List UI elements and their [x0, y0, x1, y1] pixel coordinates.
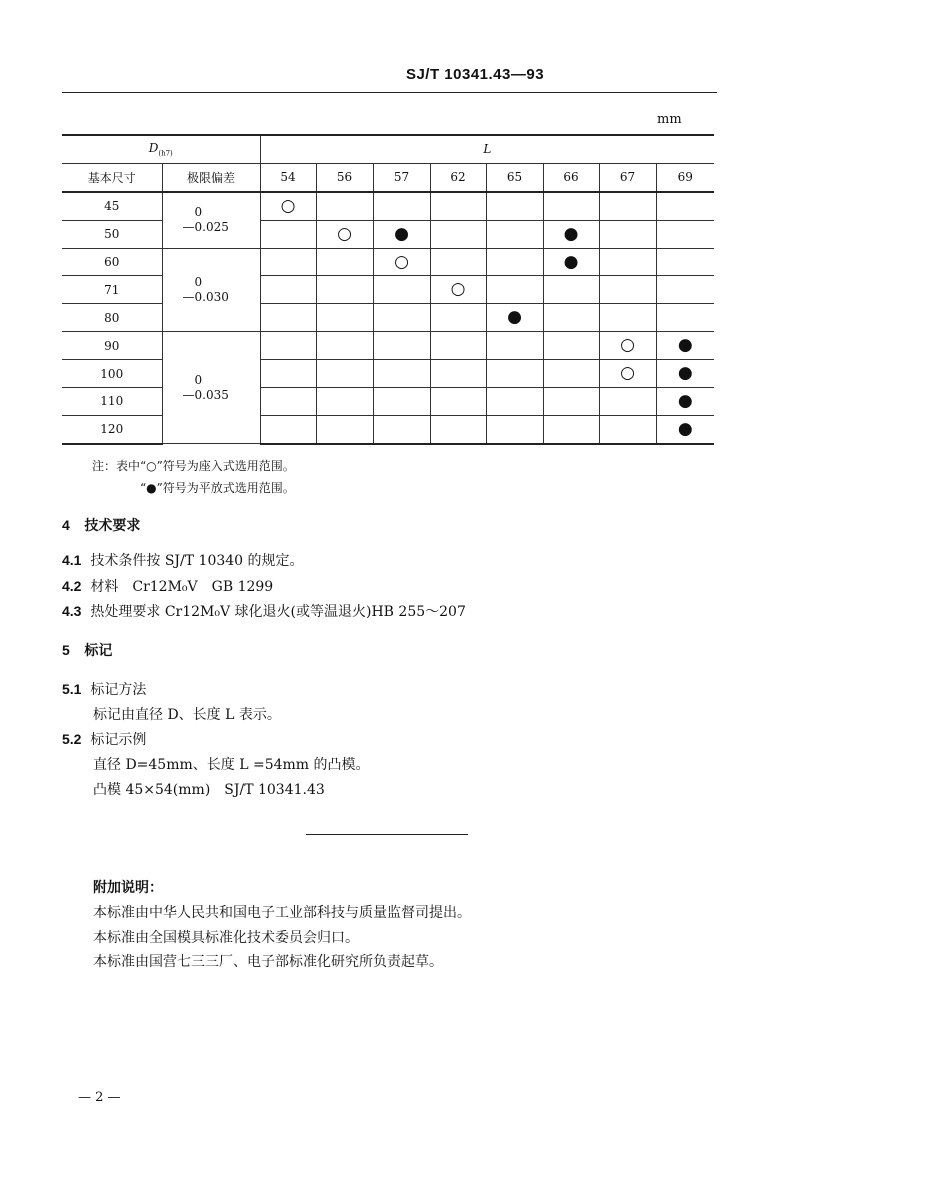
- table-row: [62, 415, 714, 443]
- empty-cell: [260, 388, 316, 416]
- basic-size-cell: 100: [62, 360, 162, 388]
- basic-size-cell: 50: [62, 220, 162, 248]
- l-value: 56: [316, 163, 373, 191]
- empty-cell: [316, 192, 373, 220]
- l-value: 65: [486, 163, 543, 191]
- item-5-2-line2: 凸模 45×54(mm) SJ/T 10341.43: [93, 782, 325, 798]
- empty-cell: [599, 192, 656, 220]
- header-rule: [62, 92, 717, 93]
- empty-cell: [656, 248, 714, 276]
- deviation-upper: 0: [194, 372, 203, 387]
- empty-cell: [599, 415, 656, 443]
- open-circle-mark: ○: [599, 332, 656, 360]
- table-subheader-row: [62, 163, 714, 191]
- item-5-2-line1: 直径 D=45mm、长度 L =54mm 的凸模。: [93, 757, 370, 773]
- empty-cell: [373, 332, 430, 360]
- filled-circle-mark: ●: [486, 304, 543, 332]
- empty-cell: [260, 276, 316, 304]
- empty-cell: [599, 276, 656, 304]
- item-4-3: 4.3 热处理要求 Cr12M₀V 球化退火(或等温退火)HB 255～207: [62, 603, 466, 620]
- empty-cell: [543, 332, 599, 360]
- empty-cell: [430, 248, 486, 276]
- deviation-cell: [162, 332, 260, 444]
- filled-circle-mark: ●: [656, 388, 714, 416]
- empty-cell: [599, 388, 656, 416]
- l-value: 66: [543, 163, 599, 191]
- empty-cell: [373, 276, 430, 304]
- table-row: [62, 192, 714, 220]
- empty-cell: [430, 220, 486, 248]
- empty-cell: [260, 415, 316, 443]
- table-row: [62, 304, 714, 332]
- filled-circle-mark: ●: [543, 220, 599, 248]
- l-value: 67: [599, 163, 656, 191]
- empty-cell: [260, 220, 316, 248]
- deviation-cell: [162, 192, 260, 248]
- empty-cell: [543, 276, 599, 304]
- empty-cell: [430, 360, 486, 388]
- empty-cell: [599, 304, 656, 332]
- appendix-title: 附加说明：: [93, 880, 163, 896]
- empty-cell: [599, 220, 656, 248]
- note-line-1: 注：表中“○”符号为座入式选用范围。: [92, 459, 295, 473]
- empty-cell: [486, 192, 543, 220]
- empty-cell: [373, 388, 430, 416]
- open-circle-mark: ○: [316, 220, 373, 248]
- basic-size-cell: 71: [62, 276, 162, 304]
- appendix-line: 本标准由中华人民共和国电子工业部科技与质量监督司提出。: [93, 905, 471, 921]
- item-4-1: 4.1 技术条件按 SJ/T 10340 的规定。: [62, 552, 304, 569]
- deviation-lower: —0.025: [182, 220, 229, 235]
- empty-cell: [316, 415, 373, 443]
- table-row: [62, 220, 714, 248]
- d-header: $D_{(h7)}$: [62, 135, 260, 163]
- empty-cell: [543, 192, 599, 220]
- appendix-line: 本标准由国营七三三厂、电子部标准化研究所负责起草。: [93, 954, 443, 970]
- l-value: 54: [260, 163, 316, 191]
- separator-line: [306, 834, 468, 835]
- deviation-lower: —0.030: [182, 289, 229, 304]
- empty-cell: [486, 276, 543, 304]
- page-header: SJ/T 10341.43—93: [405, 66, 545, 83]
- table-row: [62, 360, 714, 388]
- page-number: — 2 —: [78, 1090, 121, 1105]
- empty-cell: [486, 360, 543, 388]
- appendix-line: 本标准由全国模具标准化技术委员会归口。: [93, 930, 359, 946]
- filled-circle-mark: ●: [656, 360, 714, 388]
- empty-cell: [430, 388, 486, 416]
- filled-circle-mark: ●: [543, 248, 599, 276]
- empty-cell: [316, 360, 373, 388]
- empty-cell: [430, 304, 486, 332]
- deviation-upper: 0: [194, 274, 203, 289]
- l-header: L: [260, 135, 714, 163]
- empty-cell: [260, 360, 316, 388]
- empty-cell: [260, 332, 316, 360]
- l-value: 57: [373, 163, 430, 191]
- note-line-2: “●”符号为平放式选用范围。: [140, 481, 295, 495]
- basic-size-cell: 90: [62, 332, 162, 360]
- empty-cell: [543, 304, 599, 332]
- empty-cell: [316, 248, 373, 276]
- l-value: 62: [430, 163, 486, 191]
- section4-heading: 4 技术要求: [62, 517, 141, 534]
- open-circle-mark: ○: [599, 360, 656, 388]
- empty-cell: [486, 415, 543, 443]
- empty-cell: [373, 360, 430, 388]
- item-5-2: 5.2 标记示例: [62, 731, 147, 748]
- empty-cell: [486, 332, 543, 360]
- section5-heading: 5 标记: [62, 642, 113, 659]
- empty-cell: [316, 332, 373, 360]
- empty-cell: [430, 332, 486, 360]
- col-basic-size: 基本尺寸: [62, 163, 162, 191]
- col-deviation: 极限偏差: [162, 163, 260, 191]
- basic-size-cell: 80: [62, 304, 162, 332]
- deviation-upper: 0: [194, 205, 203, 220]
- empty-cell: [373, 192, 430, 220]
- open-circle-mark: ○: [373, 248, 430, 276]
- filled-circle-mark: ●: [373, 220, 430, 248]
- empty-cell: [543, 415, 599, 443]
- empty-cell: [486, 388, 543, 416]
- empty-cell: [430, 192, 486, 220]
- basic-size-cell: 45: [62, 192, 162, 220]
- empty-cell: [260, 248, 316, 276]
- empty-cell: [373, 415, 430, 443]
- item-5-1: 5.1 标记方法: [62, 681, 147, 698]
- table-row: [62, 276, 714, 304]
- empty-cell: [316, 388, 373, 416]
- item-5-1-text: 标记由直径 D、长度 L 表示。: [93, 707, 281, 723]
- dimension-table: [62, 134, 714, 445]
- empty-cell: [656, 304, 714, 332]
- table-row: [62, 248, 714, 276]
- empty-cell: [486, 220, 543, 248]
- filled-circle-mark: ●: [656, 415, 714, 443]
- table-row: [62, 388, 714, 416]
- item-4-2: 4.2 材料 Cr12M₀V GB 1299: [62, 578, 274, 595]
- empty-cell: [656, 220, 714, 248]
- table-header-row: [62, 135, 714, 163]
- unit-label: mm: [657, 112, 682, 127]
- open-circle-mark: ○: [430, 276, 486, 304]
- basic-size-cell: 120: [62, 415, 162, 443]
- table-row: [62, 332, 714, 360]
- empty-cell: [543, 360, 599, 388]
- basic-size-cell: 110: [62, 388, 162, 416]
- empty-cell: [543, 388, 599, 416]
- open-circle-mark: ○: [260, 192, 316, 220]
- basic-size-cell: 60: [62, 248, 162, 276]
- empty-cell: [260, 304, 316, 332]
- deviation-cell: [162, 248, 260, 332]
- empty-cell: [656, 276, 714, 304]
- empty-cell: [656, 192, 714, 220]
- empty-cell: [599, 248, 656, 276]
- empty-cell: [373, 304, 430, 332]
- l-value: 69: [656, 163, 714, 191]
- empty-cell: [486, 248, 543, 276]
- empty-cell: [316, 276, 373, 304]
- filled-circle-mark: ●: [656, 332, 714, 360]
- empty-cell: [316, 304, 373, 332]
- deviation-lower: —0.035: [182, 387, 229, 402]
- empty-cell: [430, 415, 486, 443]
